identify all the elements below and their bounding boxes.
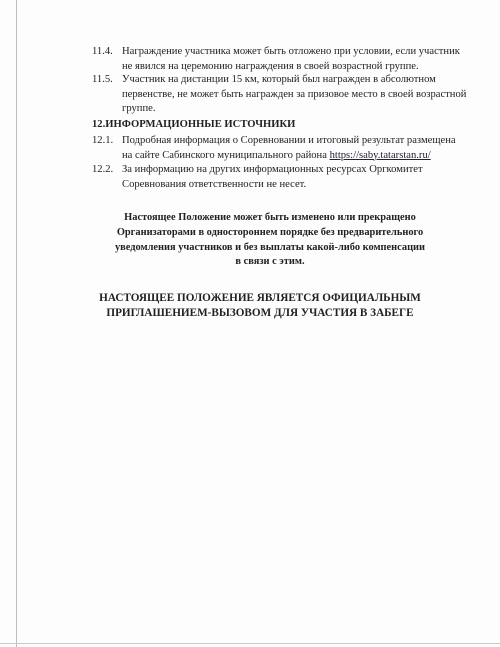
clause-text — [122, 45, 474, 74]
notice-line: Организаторами в одностороннем порядке без предварительного — [116, 226, 424, 238]
clause-number: 12.1. — [92, 135, 114, 146]
clause-line: Награждение участника может быть отложено при условии, если участник — [122, 46, 460, 57]
clause-number: 12.2. — [92, 164, 114, 175]
amendment-notice — [100, 211, 440, 270]
clause-line: группе. — [122, 103, 156, 114]
footer-line: ПРИГЛАШЕНИЕМ-ВЫЗОВОМ ДЛЯ УЧАСТИЯ В ЗАБЕГЕ — [106, 307, 414, 319]
scan-bottom-edge — [0, 643, 500, 644]
clause-12-2 — [92, 163, 474, 192]
official-invitation-title — [60, 291, 460, 321]
clause-line: Соревнования ответственности не несет. — [122, 178, 307, 190]
clause-line: Участник на дистанции 15 км, который был награжден в абсолютном — [122, 74, 436, 85]
notice-line: в связи с этим. — [235, 256, 305, 268]
clause-11-4 — [92, 45, 474, 74]
clause-11-5 — [92, 73, 474, 117]
clause-12-1 — [92, 134, 474, 163]
clause-line: первенстве, не может быть награжден за призовое место в своей возрастной — [122, 88, 467, 100]
website-link[interactable]: https://saby.tatarstan.ru/ — [329, 149, 431, 161]
clause-number: 11.5. — [92, 74, 113, 85]
clause-text — [122, 73, 474, 117]
scan-edge-line — [16, 0, 17, 647]
clause-line: Подробная информация о Соревновании и итоговый результат размещена — [122, 135, 456, 146]
clause-line-prefix: на сайте Сабинского муниципального района — [122, 149, 330, 161]
clause-line — [122, 149, 474, 164]
clause-text — [122, 134, 474, 163]
notice-line: Настоящее Положение может быть изменено или прекращено — [124, 212, 416, 223]
section-heading: 12.ИНФОРМАЦИОННЫЕ ИСТОЧНИКИ — [92, 119, 296, 130]
notice-line: уведомления участников и без выплаты какой-либо компенсации — [114, 241, 426, 253]
clause-text — [122, 163, 474, 192]
footer-line: НАСТОЯЩЕЕ ПОЛОЖЕНИЕ ЯВЛЯЕТСЯ ОФИЦИАЛЬНЫМ — [99, 292, 421, 304]
clause-line: За информацию на других информационных ресурсах Оргкомитет — [122, 164, 423, 175]
clause-number: 11.4. — [92, 46, 113, 57]
clause-line: не явился на церемонию награждения в своей возрастной группе. — [122, 60, 419, 72]
